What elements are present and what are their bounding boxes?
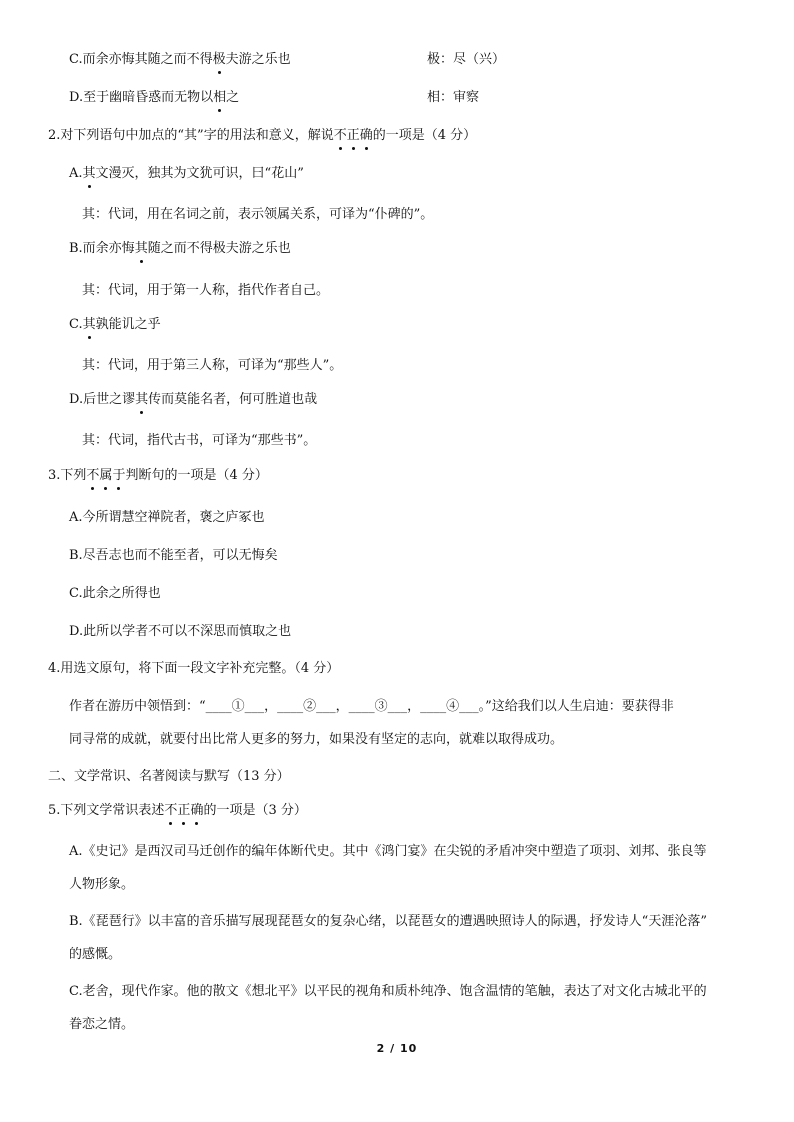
dotted-char: 极 [212, 52, 226, 67]
text: C. [69, 317, 83, 332]
explanation-c-q2: 其：代词，用于第三人称，可译为“那些人”。 [82, 358, 343, 373]
dotted-char: 正 [177, 803, 191, 818]
text: 孰能讥之乎 [95, 317, 161, 332]
dotted-char: 其 [82, 317, 96, 332]
text: 判断句的一项是（4 分） [125, 468, 268, 483]
dotted-char: 正 [346, 128, 360, 143]
text: D.后世之谬 [69, 392, 136, 407]
text: 传而莫能名者，何可胜道也哉 [148, 392, 318, 407]
dotted-char: 确 [190, 803, 204, 818]
option-d-q1 [69, 89, 480, 107]
question-4: 4.用选文原句，将下面一段文字补充完整。（4 分） [48, 661, 340, 676]
option-a-q3: A.今所谓慧空禅院者，褒之庐冢也 [69, 510, 265, 525]
explanation-d-q2: 其：代词，指代古书，可译为“那些书”。 [82, 433, 317, 448]
text: B.而余亦悔 [69, 241, 135, 256]
text: 随之而不得极夫游之乐也 [147, 241, 291, 256]
dotted-char: 于 [112, 468, 126, 483]
option-a-q5-line1: A.《史记》是西汉司马迁创作的编年体断代史。其中《鸿门宴》在尖锐的矛盾冲突中塑造了项羽、刘邦、张良等 [69, 844, 707, 859]
option-c-q5-line2: 眷恋之情。 [69, 1017, 135, 1032]
text: 之 [226, 90, 240, 105]
option-c-q1 [69, 51, 506, 69]
section-2-heading: 二、文学常识、名著阅读与默写（13 分） [48, 769, 290, 784]
option-d-q3: D.此所以学者不可以不深思而慎取之也 [69, 624, 292, 639]
gloss: 相：审察 [427, 90, 480, 105]
dotted-char: 不 [164, 803, 178, 818]
dotted-char: 其 [134, 241, 148, 256]
fill-in-paragraph-line2: 同寻常的成就，就要付出比常人更多的努力，如果没有坚定的志向，就难以取得成功。 [69, 732, 564, 747]
question-5 [48, 802, 307, 820]
text: 3.下列 [48, 468, 87, 483]
explanation-a-q2: 其：代词，用在名词之前，表示领属关系，可译为“仆碑的”。 [82, 207, 434, 222]
dotted-char: 确 [359, 128, 373, 143]
option-b-q3: B.尽吾志也而不能至者，可以无悔矣 [69, 548, 278, 563]
option-c-q5-line1: C.老舍，现代作家。他的散文《想北平》以平民的视角和质朴纯净、饱含温情的笔触，表达了对文化古城北平的 [69, 984, 707, 999]
text: C.而余亦悔其随之而不得 [69, 52, 213, 67]
dotted-char: 不 [86, 468, 100, 483]
page-number: 2 / 10 [376, 1042, 418, 1055]
option-c-q3: C.此余之所得也 [69, 586, 161, 601]
dotted-char: 不 [333, 128, 347, 143]
text: 5.下列文学常识表述 [48, 803, 165, 818]
fill-in-paragraph-line1: 作者在游历中领悟到：“____①___，____②___，____③___，____④___。”这给我们以人生启迪：要获得非 [69, 699, 674, 714]
text: 2.对下列语句中加点的“其”字的用法和意义，解说 [48, 128, 334, 143]
text: D.至于幽暗昏惑而无物以 [69, 90, 214, 105]
explanation-b-q2: 其：代词，用于第一人称，指代作者自己。 [82, 283, 330, 298]
dotted-char: 其 [135, 392, 149, 407]
dotted-char: 属 [99, 468, 113, 483]
option-c-q2 [69, 316, 161, 334]
option-b-q2 [69, 240, 291, 258]
option-a-q2 [69, 165, 304, 183]
text: 的一项是（4 分） [372, 128, 477, 143]
dotted-char: 相 [213, 90, 227, 105]
option-a-q5-line2: 人物形象。 [69, 877, 135, 892]
question-3 [48, 467, 268, 485]
text: 文漫灭，独其为文犹可识，曰“花山” [95, 166, 304, 181]
gloss: 极：尽（兴） [427, 52, 506, 67]
option-b-q5-line1: B.《琵琶行》以丰富的音乐描写展现琵琶女的复杂心绪，以琵琶女的遭遇映照诗人的际遇，抒发诗人“天涯沦落” [69, 914, 707, 929]
text: 的一项是（3 分） [203, 803, 307, 818]
question-2 [48, 127, 476, 145]
text: 夫游之乐也 [225, 52, 291, 67]
text: A. [69, 166, 83, 181]
dotted-char: 其 [82, 166, 96, 181]
option-d-q2 [69, 391, 317, 409]
option-b-q5-line2: 的感慨。 [69, 947, 122, 962]
